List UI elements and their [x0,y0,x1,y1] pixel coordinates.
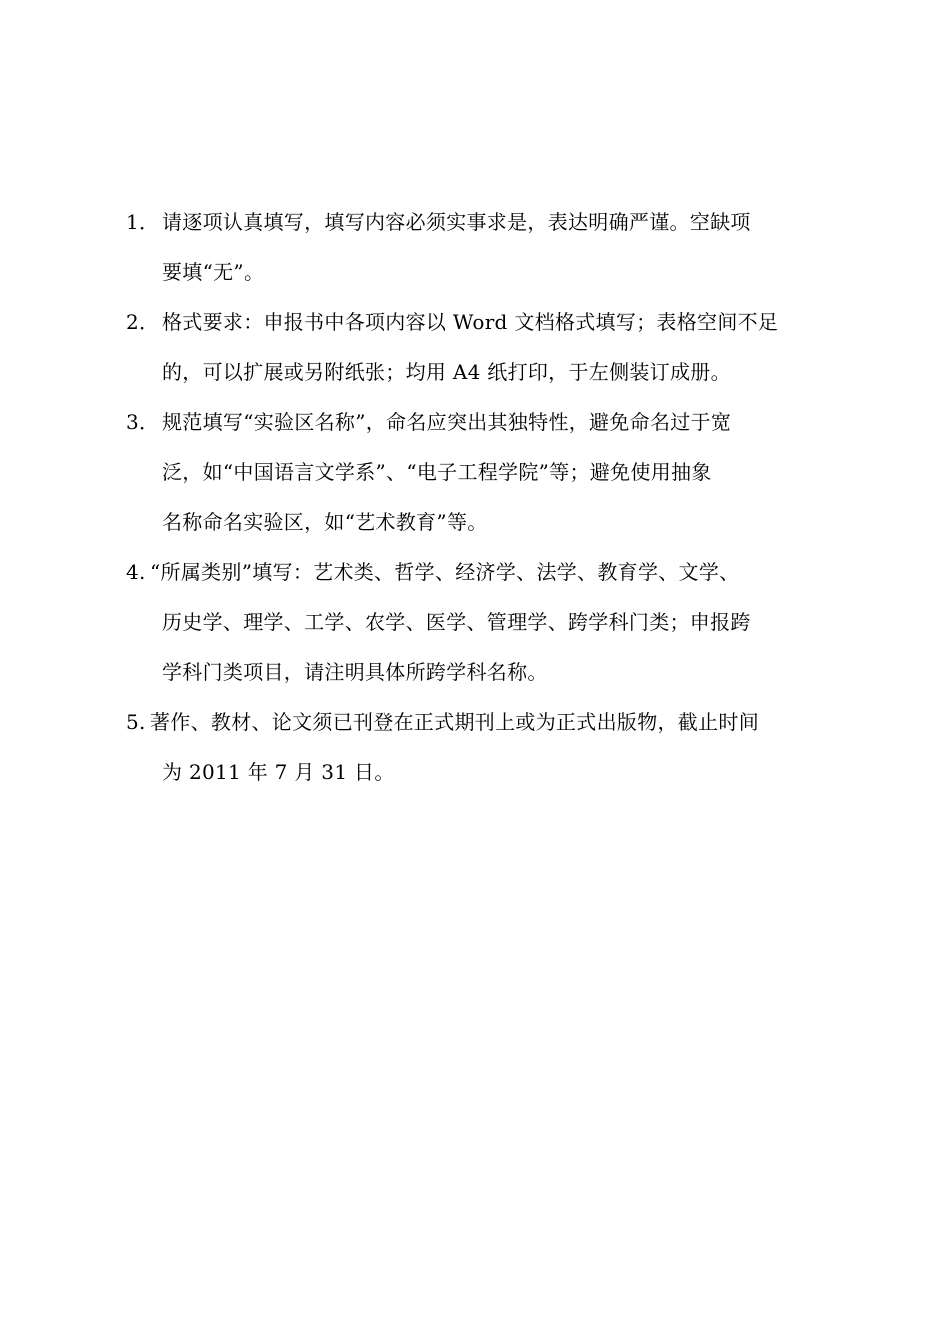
instruction-item-5 [126,697,826,797]
text-line: 请逐项认真填写，填写内容必须实事求是，表达明确严谨。空缺项 [162,210,751,234]
text-line: 学科门类项目，请注明具体所跨学科名称。 [162,660,548,684]
item-number: 4. [126,560,146,584]
text-line: 规范填写“实验区名称”，命名应突出其独特性，避免命名过于宽 [162,410,732,434]
instruction-item-1 [126,197,826,297]
item-number: 2． [126,310,160,334]
text-line: 历史学、理学、工学、农学、医学、管理学、跨学科门类；申报跨 [162,610,751,634]
item-text [150,547,826,697]
text-line: “所属类别”填写：艺术类、哲学、经济学、法学、教育学、文学、 [150,560,740,584]
text-line: 的，可以扩展或另附纸张；均用 A4 纸打印，于左侧装订成册。 [162,360,731,384]
item-text [150,697,826,797]
item-text [162,397,826,547]
instruction-list [126,197,826,797]
text-line: 名称命名实验区，如“艺术教育”等。 [162,510,488,534]
item-number: 3． [126,410,160,434]
instruction-item-2 [126,297,826,397]
text-line: 著作、教材、论文须已刊登在正式期刊上或为正式出版物，截止时间 [150,710,759,734]
text-line: 为 2011 年 7 月 31 日。 [162,760,395,784]
text-line: 泛，如“中国语言文学系”、“电子工程学院”等；避免使用抽象 [162,460,712,484]
text-line: 格式要求：申报书中各项内容以 Word 文档格式填写；表格空间不足 [162,310,779,334]
item-number: 1． [126,210,160,234]
instruction-item-3 [126,397,826,547]
item-text [162,297,826,397]
instruction-item-4 [126,547,826,697]
item-number: 5. [126,710,146,734]
text-line: 要填“无”。 [162,260,265,284]
item-text [162,197,826,297]
